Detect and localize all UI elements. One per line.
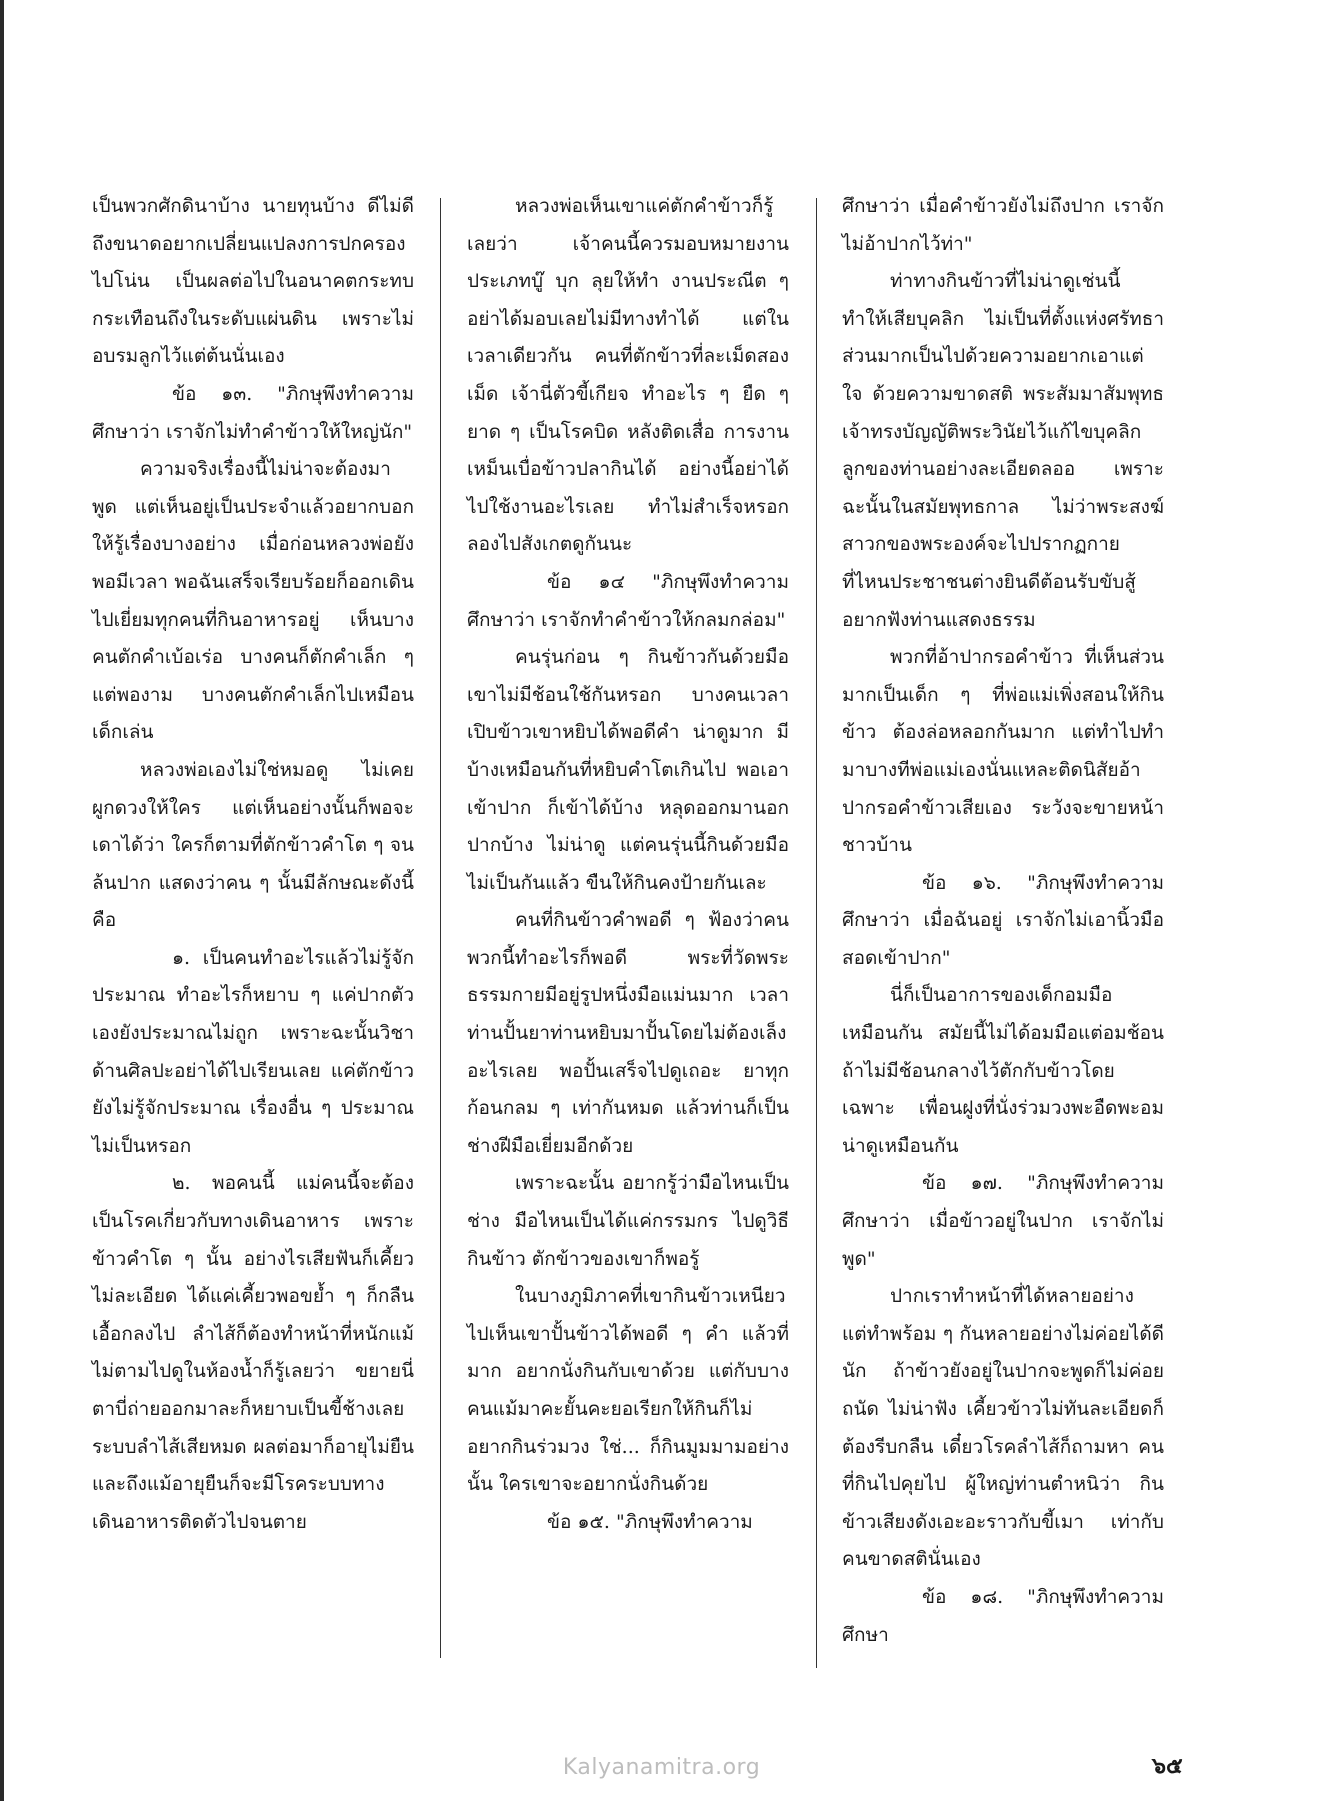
paragraph: ในบางภูมิภาคที่เขากินข้าวเหนียว ไปเห็นเขาปั้นข้าวได้พอดี ๆ คำ แล้วที่มาก อยากนั่งกินกับเขาด้วย แต่กับบางคนแม้มาคะยั้นคะยอเรียกให้กินก็ไม่อยากกินร่วมวง ใช่... ก็กินมูมมามอย่างนั้น ใครเขาจะอยากนั่งกินด้วย [467, 1285, 789, 1496]
paragraph: หลวงพ่อเห็นเขาแค่ตักคำข้าวก็รู้เลยว่า เจ้าคนนี้ควรมอบหมายงานประเภทบู๊ บุก ลุยให้ทำ งานประณีต ๆ อย่าได้มอบเลยไม่มีทางทำได้ แต่ในเวลาเดียวกัน คนที่ตักข้าวที่ละเม็ดสองเม็ด เจ้านี่ตัวขี้เกียจ ทำอะไร ๆ ยืด ๆ ยาด ๆ เป็นโรคบิด หลังติดเสื่อ การงานเหม็นเบื่อข้าวปลากินได้ อย่างนี้อย่าได้ไปใช้งานอะไรเลย ทำไม่สำเร็จหรอก ลองไปสังเกตดูกันนะ [467, 195, 789, 556]
paragraph: พวกที่อ้าปากรอคำข้าว ที่เห็นส่วนมากเป็นเด็ก ๆ ที่พ่อแม่เพิ่งสอนให้กินข้าว ต้องล่อหลอกกันมาก แต่ทำไปทำมาบางทีพ่อแม่เองนั่นแหละติดนิสัยอ้าปากรอคำข้าวเสียเอง ระวังจะขายหน้าชาวบ้าน [842, 646, 1164, 857]
paragraph: เป็นพวกศักดินาบ้าง นายทุนบ้าง ดีไม่ดีถึงขนาดอยากเปลี่ยนแปลงการปกครองไปโน่น เป็นผลต่อไปในอนาคตกระทบกระเทือนถึงในระดับแผ่นดิน เพราะไม่อบรมลูกไว้แต่ต้นนั่นเอง [92, 195, 414, 368]
scan-edge [0, 0, 4, 1801]
paragraph: ปากเราทำหน้าที่ได้หลายอย่าง แต่ทำพร้อม ๆ กันหลายอย่างไม่ค่อยได้ดีนัก ถ้าข้าวยังอยู่ในปากจะพูดก็ไม่ค่อยถนัด ไม่น่าฟัง เคี้ยวข้าวไม่ทันละเอียดก็ต้องรีบกลืน เดี๋ยวโรคลำไส้ก็ถามหา คนที่กินไปคุยไป ผู้ใหญ่ท่านตำหนิว่า กินข้าวเสียงดังเอะอะราวกับขี้เมา เท่ากับคนขาดสตินั่นเอง [842, 1285, 1164, 1571]
rule-heading: ข้อ ๑๓. "ภิกษุพึงทำความศึกษาว่า เราจักไม่ทำคำข้าวให้ใหญ่นัก" [92, 382, 414, 443]
list-item: ๒. พอคนนี้ แม่คนนี้จะต้องเป็นโรคเกี่ยวกับทางเดินอาหาร เพราะข้าวคำโต ๆ นั้น อย่างไรเสียฟันก็เคี้ยวไม่ละเอียด ได้แค่เคี้ยวพอขย้ำ ๆ ก็กลืนเอื้อกลงไป ลำไส้ก็ต้องทำหน้าที่หนักแม้ไม่ตามไปดูในห้องน้ำก็รู้เลยว่า ขยายนี่ตาบี่ถ่ายออกมาละก็หยาบเป็นขี้ช้างเลย ระบบลำไส้เสียหมด ผลต่อมาก็อายุไม่ยืน และถึงแม้อายุยืนก็จะมีโรคระบบทางเดินอาหารติดตัวไปจนตาย [92, 1172, 414, 1533]
page-number: ๖๕ [1152, 1753, 1183, 1779]
paragraph: เพราะฉะนั้น อยากรู้ว่ามือไหนเป็นช่าง มือไหนเป็นได้แค่กรรมกร ไปดูวิธีกินข้าว ตักข้าวของเขาก็พอรู้ [467, 1172, 789, 1270]
paragraph: คนรุ่นก่อน ๆ กินข้าวกันด้วยมือ เขาไม่มีช้อนใช้กันหรอก บางคนเวลาเปิบข้าวเขาหยิบได้พอดีคำ น่าดูมาก มีบ้างเหมือนกันที่หยิบคำโตเกินไป พอเอาเข้าปาก ก็เข้าได้บ้าง หลุดออกมานอกปากบ้าง ไม่น่าดู แต่คนรุ่นนี้กินด้วยมือไม่เป็นกันแล้ว ขืนให้กินคงป้ายกันเละ [467, 646, 789, 894]
watermark: Kalyanamitra.org [562, 1755, 761, 1780]
rule-heading: ข้อ ๑๕. "ภิกษุพึงทำความ [547, 1510, 753, 1533]
rule-heading: ข้อ ๑๔ "ภิกษุพึงทำความศึกษาว่า เราจักทำคำข้าวให้กลมกล่อม" [467, 570, 789, 631]
rule-heading: ข้อ ๑๘. "ภิกษุพึงทำความศึกษา [842, 1585, 1164, 1646]
paragraph: หลวงพ่อเองไม่ใช่หมอดู ไม่เคยผูกดวงให้ใคร แต่เห็นอย่างนั้นก็พอจะเดาได้ว่า ใครก็ตามที่ตักข้าวคำโต ๆ จนล้นปาก แสดงว่าคน ๆ นั้นมีลักษณะดังนี้ คือ [92, 758, 414, 932]
text-column-1 [92, 188, 414, 1541]
paragraph: ความจริงเรื่องนี้ไม่น่าจะต้องมาพูด แต่เห็นอยู่เป็นประจำแล้วอยากบอกให้รู้เรื่องบางอย่าง เมื่อก่อนหลวงพ่อยังพอมีเวลา พอฉันเสร็จเรียบร้อยก็ออกเดินไปเยี่ยมทุกคนที่กินอาหารอยู่ เห็นบางคนตักคำเบ้อเร่อ บางคนก็ตักคำเล็ก ๆ แต่พองาม บางคนตักคำเล็กไปเหมือนเด็กเล่น [92, 458, 414, 744]
rule-heading: ข้อ ๑๖. "ภิกษุพึงทำความศึกษาว่า เมื่อฉันอยู่ เราจักไม่เอานิ้วมือสอดเข้าปาก" [842, 871, 1164, 969]
paragraph: ท่าทางกินข้าวที่ไม่น่าดูเช่นนี้ ทำให้เสียบุคลิก ไม่เป็นที่ตั้งแห่งศรัทธา ส่วนมากเป็นไปด้วยความอยากเอาแต่ใจ ด้วยความขาดสติ พระสัมมาสัมพุทธเจ้าทรงบัญญัติพระวินัยไว้แก้ไขบุคลิกลูกของท่านอย่างละเอียดลออ เพราะฉะนั้นในสมัยพุทธกาล ไม่ว่าพระสงฆ์สาวกของพระองค์จะไปปรากฏกายที่ไหนประชาชนต่างยินดีต้อนรับขับสู้อยากฟังท่านแสดงธรรม [842, 270, 1164, 631]
paragraph: คนที่กินข้าวคำพอดี ๆ ฟ้องว่าคนพวกนี้ทำอะไรก็พอดี พระที่วัดพระธรรมกายมีอยู่รูปหนึ่งมือแม่นมาก เวลาท่านปั้นยาท่านหยิบมาปั้นโดยไม่ต้องเล็งอะไรเลย พอปั้นเสร็จไปดูเถอะ ยาทุกก้อนกลม ๆ เท่ากันหมด แล้วท่านก็เป็นช่างฝีมือเยี่ยมอีกด้วย [467, 909, 789, 1157]
list-item: ๑. เป็นคนทำอะไรแล้วไม่รู้จักประมาณ ทำอะไรก็หยาบ ๆ แค่ปากตัวเองยังประมาณไม่ถูก เพราะฉะนั้นวิชาด้านศิลปะอย่าได้ไปเรียนเลย แค่ตักข้าวยังไม่รู้จักประมาณ เรื่องอื่น ๆ ประมาณไม่เป็นหรอก [92, 946, 414, 1157]
rule-heading: ข้อ ๑๗. "ภิกษุพึงทำความศึกษาว่า เมื่อข้าวอยู่ในปาก เราจักไม่พูด" [842, 1172, 1164, 1270]
column-divider [440, 198, 441, 1658]
paragraph: นี่ก็เป็นอาการของเด็กอมมือเหมือนกัน สมัยนี้ไม่ได้อมมือแต่อมช้อน ถ้าไม่มีช้อนกลางไว้ตักกับข้าวโดยเฉพาะ เพื่อนฝูงที่นั่งร่วมวงพะอืดพะอมน่าดูเหมือนกัน [842, 984, 1164, 1157]
column-divider [816, 198, 817, 1668]
text-column-2 [467, 188, 789, 1541]
paragraph: ศึกษาว่า เมื่อคำข้าวยังไม่ถึงปาก เราจักไม่อ้าปากไว้ท่า" [842, 195, 1164, 255]
text-column-3 [842, 188, 1164, 1654]
